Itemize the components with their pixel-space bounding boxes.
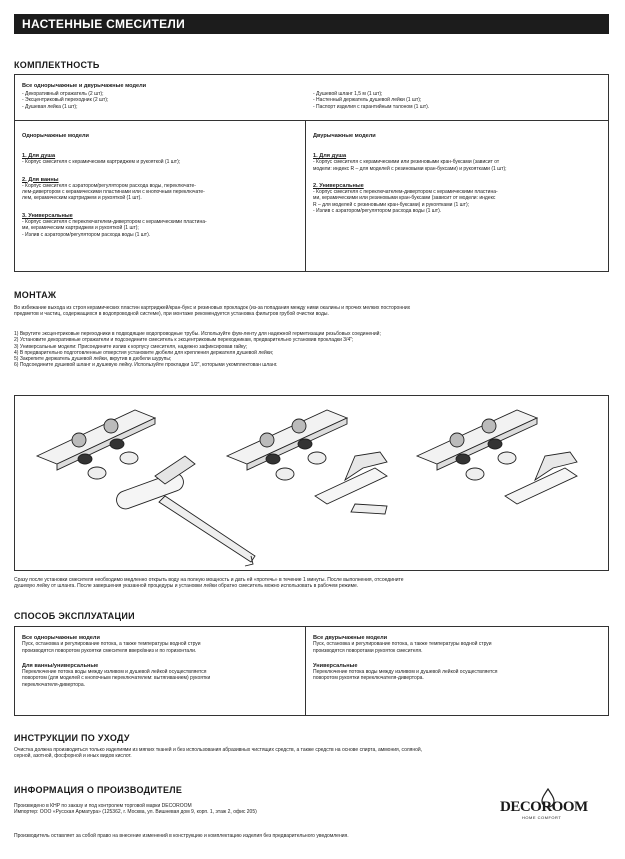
block-title: 2. Универсальные: [313, 182, 364, 189]
column-divider: [305, 121, 306, 271]
text-line: Пуск, остановка и регулирование потока, а также температуры водной струи: [313, 641, 492, 648]
text-line: модели: индекс R – для моделей с резиновыми кран-буксами) и рукоятками (1 шт);: [313, 165, 507, 172]
text-line: производятся поворотом рукоятки смесителя вверх/вниз и по горизонтали.: [22, 647, 197, 654]
text-line: лем, керамическим картриджем и рукояткой (1 шт).: [22, 195, 142, 202]
page-banner: НАСТЕННЫЕ СМЕСИТЕЛИ: [14, 14, 609, 34]
text-line: - Корпус смесителя с переключателем-дивертором с керамическими пластина-: [22, 219, 207, 226]
block-title: Все однорычажные модели: [22, 635, 100, 641]
block-title: Для ванны/универсальные: [22, 662, 99, 669]
block-title: 2. Для ванны: [22, 176, 59, 183]
text-line: - Паспорт изделия с гарантийным талоном (1 шт).: [313, 103, 430, 110]
ekspl-box: [14, 626, 609, 716]
text-line: лем-дивертором с керамическими пластинами или с кнопочным переключате-: [22, 189, 205, 196]
installation-illustration: [15, 396, 608, 570]
block-title: 1. Для душа: [22, 153, 56, 159]
text-line: предметов и частиц, содержащихся в водопроводной системе), при монтаже рекомендуется установка фильтров грубой очистки воды.: [14, 311, 329, 318]
ekspl-right: [313, 635, 603, 682]
ukhod-text: [14, 747, 614, 760]
text-line: Переключение потока воды между изливом и душевой лейкой осуществляется: [313, 669, 498, 676]
text-line: - Настенный держатель душевой лейки (1 шт);: [313, 97, 422, 104]
text-line: - Корпус смесителя с аэратором/регулятором расхода воды, переключате-: [22, 182, 196, 189]
text-line: переключателя-дивертора.: [22, 681, 85, 688]
text-line: душевую лейку от шланга. После завершения указанной процедуры и установки лейки обратно смеситель можно использовать в рабочем режиме.: [14, 583, 359, 590]
text-line: R – для моделей с резиновыми кран-буксами) и рукоятками (1 шт);: [313, 201, 470, 208]
text-line: - Эксцентриковый переходник (2 шт);: [22, 97, 109, 104]
text-line: ми, керамическими или резиновыми кран-буксами (зависит от модели: индекс: [313, 195, 496, 202]
section-title-ukhod: ИНСТРУКЦИИ ПО УХОДУ: [14, 733, 130, 743]
montazh-steps: [14, 331, 614, 369]
text-line: - Корпус смесителя с керамическими или резиновыми кран-буксами (зависит от: [313, 159, 500, 166]
section-title-info: ИНФОРМАЦИЯ О ПРОИЗВОДИТЕЛЕ: [14, 785, 183, 795]
double-lever-heading: Двурычажные модели: [313, 133, 376, 139]
info-text: [14, 803, 484, 816]
figure-1: [37, 410, 255, 566]
section-title-komplekt: КОМПЛЕКТНОСТЬ: [14, 60, 100, 70]
column-divider: [305, 627, 306, 715]
komplekt-common-box: [14, 74, 609, 121]
figure-2: [227, 410, 387, 514]
double-lever-list: [313, 153, 603, 214]
text-line: ми, керамическим картриджем и рукояткой (1 шт);: [22, 225, 139, 232]
text-line: Очистка должна производиться только изделиями из мягких тканей и без использования абразивных чистящих средств, а также средств на основе спирта, аммония, соляной,: [14, 747, 423, 753]
logo-tagline: HOME COMFORT: [522, 815, 562, 820]
text-line: Пуск, остановка и регулирование потока, а также температуры водной струи: [22, 641, 201, 648]
text-line: серной, азотной, фосфорной и иных видов кислот.: [14, 753, 132, 760]
installation-diagram: [14, 395, 609, 571]
montazh-intro: [14, 305, 614, 318]
section-title-montazh: МОНТАЖ: [14, 290, 57, 300]
komplekt-common-heading: Все однорычажные и двурычажные модели: [22, 83, 147, 89]
text-line: - Корпус смесителя с керамическим картриджем и рукояткой (1 шт);: [22, 159, 181, 166]
text-line: - Излив с аэратором/регулятором расхода воды (1 шт).: [313, 208, 442, 215]
step-line: 5) Закрепите держатель душевой лейки, вкрутив в дюбели шурупы;: [14, 356, 172, 363]
block-title: 1. Для душа: [313, 153, 347, 159]
text-line: Переключение потока воды между изливом и душевой лейкой осуществляется: [22, 669, 207, 676]
text-line: поворотом рукоятки переключателя-дивертора.: [313, 675, 424, 682]
montazh-after-text: [14, 577, 614, 590]
text-line: Производитель оставляет за собой право на внесение изменений в конструкцию и комплектацию изделия без предварительного уведомления.: [14, 833, 349, 839]
text-line: - Корпус смесителя с переключателем-дивертором с керамическими пластина-: [313, 189, 498, 196]
single-lever-list: [22, 153, 302, 238]
text-line: - Декоративный отражатель (2 шт);: [22, 91, 104, 97]
step-line: 4) В предварительно подготовленные отверстия установите дюбели для крепления держателя душевой лейки;: [14, 349, 274, 356]
step-line: 2) Установите декоративные отражатели и подсоедините смеситель к эксцентриковым переходникам, предварительно установив прокладки 3/4";: [14, 337, 354, 344]
logo-word-left: DECO: [500, 799, 542, 815]
decoroom-logo: [500, 787, 610, 821]
logo-wordmark: [500, 799, 588, 816]
text-line: производятся поворотами рукояток смесителя.: [313, 647, 423, 654]
text-line: Импортер: ООО «Русская Арматура» (125362, г. Москва, ул. Вишневая дом 9, корп. 1, этаж 2, офис 205): [14, 809, 257, 816]
block-title: 3. Универсальные: [22, 212, 73, 219]
komplekt-common-left: [22, 91, 108, 110]
figure-3: [417, 410, 577, 504]
text-line: - Излив с аэратором/регулятором расхода воды (1 шт).: [22, 231, 151, 238]
section-title-ekspl: СПОСОБ ЭКСПЛУАТАЦИИ: [14, 611, 135, 621]
ekspl-left: [22, 635, 302, 688]
footer-note: [14, 833, 614, 839]
logo-word-right: ROOM: [541, 799, 588, 815]
text-line: поворотом (для моделей с кнопочным переключателем: вытягиванием) рукоятки: [22, 675, 211, 682]
text-line: - Душевой шланг 1,5 м (1 шт);: [313, 91, 383, 97]
komplekt-models-box: [14, 120, 609, 272]
text-line: Произведено в КНР по заказу и под контролем торговой марки DECOROOM: [14, 803, 192, 809]
block-title: Все двурычажные модели: [313, 635, 388, 641]
step-line: 3) Универсальные модели: Присоедините излив к корпусу смесителя, надежно зафиксировав гайку;: [14, 343, 248, 350]
text-line: - Душевая лейка (1 шт);: [22, 103, 78, 110]
single-lever-heading: Однорычажные модели: [22, 133, 89, 139]
block-title: Универсальные: [313, 662, 358, 669]
text-line: Во избежание выхода из строя керамических пластин картриджей/кран-букс и резиновых прокладок (из-за попадания между ними окалины и прочих мелких посторонних: [14, 305, 411, 311]
text-line: Сразу после установки смесителя необходимо медленно открыть воду на полную мощность и дать ей «протечь» в течение 1 минуты. После выполнения, отсоедините: [14, 577, 404, 583]
komplekt-common-right: [313, 91, 429, 110]
step-line: 1) Вкрутите эксцентриковые переходники в подводящие водопроводные трубы. Используйте фум-ленту для надежной герметизации резьбовых соединений;: [14, 331, 381, 337]
step-line: 6) Подсоедините душевой шланг и душевую лейку. Используйте прокладки 1/2", которыми укомплектован шланг.: [14, 362, 278, 369]
